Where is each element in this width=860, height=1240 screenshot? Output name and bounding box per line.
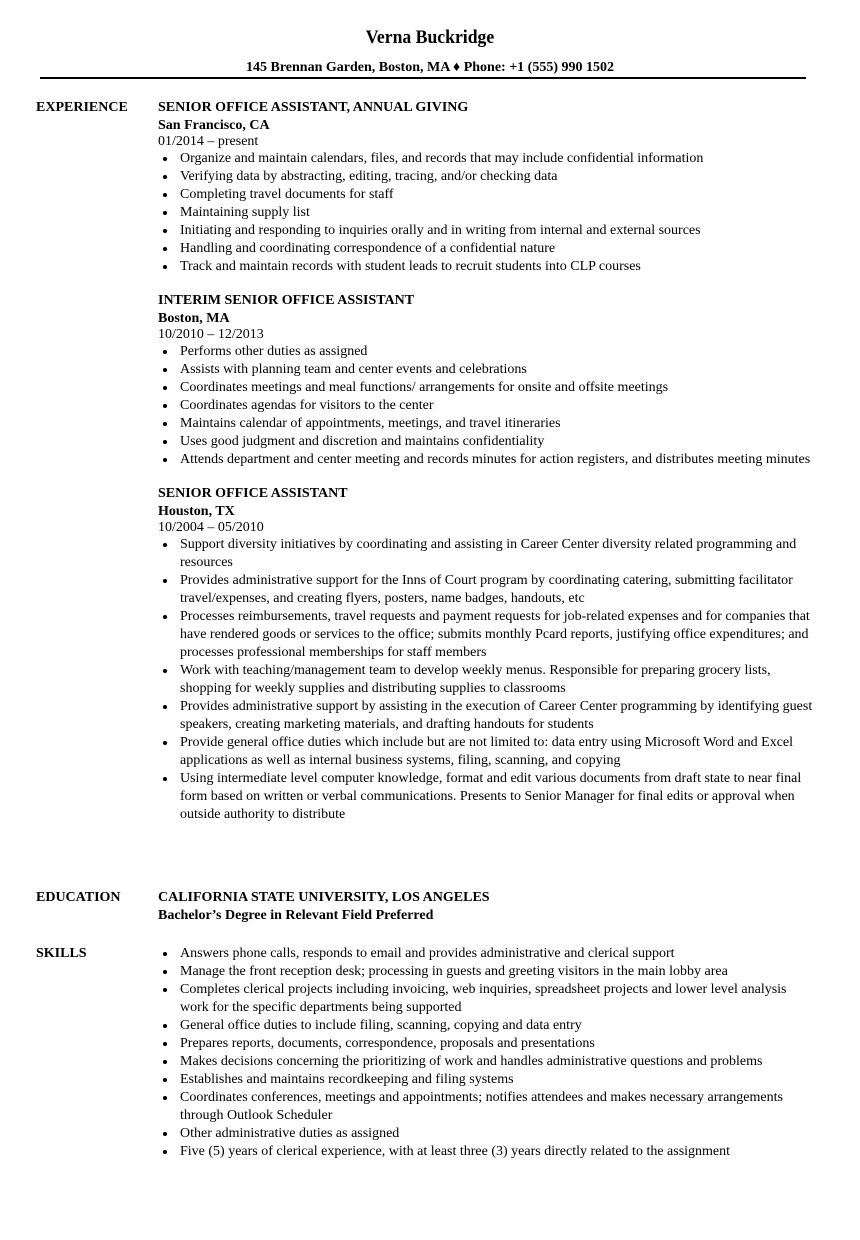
job-entry [158,99,818,276]
list-item [158,415,818,433]
list-item [158,1125,818,1143]
list-item-text: Answers phone calls, responds to email and provides administrative and clerical support [180,946,675,961]
bullet-icon [163,741,167,745]
bullet-icon [163,970,167,974]
list-item-text: Coordinates conferences, meetings and appointments; notifies attendees and makes necessary arrangements through Outlook Scheduler [180,1090,783,1123]
job-dates: 10/2004 – 05/2010 [158,520,264,535]
bullet-icon [163,952,167,956]
bullet-icon [163,705,167,709]
experience-body [158,99,818,840]
list-item [158,662,818,698]
bullet-icon [163,1024,167,1028]
bullet-icon [163,615,167,619]
bullet-icon [163,440,167,444]
skills-body [158,945,818,1161]
list-item [158,343,818,361]
bullet-icon [163,350,167,354]
bullet-icon [163,157,167,161]
list-item [158,168,818,186]
list-item-text: Support diversity initiatives by coordinating and assisting in Career Center diversity related programming and resources [180,537,797,570]
bullet-icon [163,579,167,583]
job-title: SENIOR OFFICE ASSISTANT [158,486,348,501]
section-label-experience: EXPERIENCE [36,100,128,115]
list-item-text: Work with teaching/management team to develop weekly menus. Responsible for preparing grocery lists, shopping for weekly supplies and distributing supplies to classrooms [180,663,771,696]
list-item [158,451,818,469]
job-title: INTERIM SENIOR OFFICE ASSISTANT [158,293,415,308]
bullet-icon [163,1060,167,1064]
list-item-text: Track and maintain records with student leads to recruit students into CLP courses [180,259,641,274]
list-item [158,397,818,415]
section-label-skills: SKILLS [36,946,87,961]
list-item-text: Verifying data by abstracting, editing, tracing, and/or checking data [180,169,558,184]
list-item [158,734,818,770]
list-item [158,1143,818,1161]
list-item [158,608,818,662]
job-entry [158,485,818,824]
list-item-text: Provide general office duties which include but are not limited to: data entry using Microsoft Word and Excel applications as well as internal business systems, filing, scanning, and copying [180,735,794,768]
list-item-text: Assists with planning team and center events and celebrations [180,362,527,377]
bullet-icon [163,1078,167,1082]
list-item-text: General office duties to include filing, scanning, copying and data entry [180,1018,582,1033]
list-item [158,240,818,258]
list-item [158,150,818,168]
list-item-text: Uses good judgment and discretion and maintains confidentiality [180,434,545,449]
list-item-text: Manage the front reception desk; processing in guests and greeting visitors in the main lobby area [180,964,728,979]
list-item [158,222,818,240]
list-item-text: Provides administrative support for the Inns of Court program by coordinating catering, submitting facilitator travel/expenses, and creating flyers, posters, name badges, handouts, etc [180,573,793,606]
header-divider [40,77,806,79]
list-item [158,361,818,379]
bullet-icon [163,211,167,215]
bullet-icon [163,193,167,197]
list-item [158,770,818,824]
bullet-icon [163,247,167,251]
list-item-text: Handling and coordinating correspondence of a confidential nature [180,241,556,256]
job-duties-list [158,150,818,276]
list-item-text: Initiating and responding to inquiries orally and in writing from internal and external sources [180,223,701,238]
list-item [158,981,818,1017]
job-location: San Francisco, CA [158,118,270,133]
list-item-text: Prepares reports, documents, correspondence, proposals and presentations [180,1036,595,1051]
list-item [158,1035,818,1053]
school-name: CALIFORNIA STATE UNIVERSITY, LOS ANGELES [158,890,490,905]
list-item [158,1089,818,1125]
list-item [158,945,818,963]
list-item-text: Coordinates agendas for visitors to the center [180,398,434,413]
list-item-text: Establishes and maintains recordkeeping and filing systems [180,1072,514,1087]
bullet-icon [163,368,167,372]
list-item [158,1017,818,1035]
list-item-text: Five (5) years of clerical experience, with at least three (3) years directly related to the assignment [180,1144,731,1159]
skills-list [158,945,818,1161]
list-item-text: Using intermediate level computer knowledge, format and edit various documents from draft state to near final form based on written or verbal communications. Presents to Senior Manager for final edits or approval when outside authority to distribute [180,771,802,822]
degree: Bachelor’s Degree in Relevant Field Preferred [158,908,434,923]
bullet-icon [163,265,167,269]
bullet-icon [163,988,167,992]
job-entry [158,292,818,469]
job-dates: 10/2010 – 12/2013 [158,327,264,342]
job-title: SENIOR OFFICE ASSISTANT, ANNUAL GIVING [158,100,469,115]
education-body [158,889,818,925]
list-item-text: Maintaining supply list [180,205,310,220]
list-item [158,433,818,451]
job-location: Boston, MA [158,311,230,326]
list-item [158,698,818,734]
list-item-text: Attends department and center meeting and records minutes for action registers, and distributes meeting minutes [180,452,811,467]
section-label-education: EDUCATION [36,890,121,905]
bullet-icon [163,175,167,179]
job-duties-list [158,536,818,824]
list-item [158,536,818,572]
list-item [158,186,818,204]
list-item-text: Coordinates meetings and meal functions/ arrangements for onsite and offsite meetings [180,380,669,395]
contact-line: 145 Brennan Garden, Boston, MA ♦ Phone: +1 (555) 990 1502 [246,60,614,75]
list-item [158,1071,818,1089]
list-item-text: Provides administrative support by assisting in the execution of Career Center programming by identifying guest speakers, creating marketing materials, and drafting handouts for students [180,699,813,732]
bullet-icon [163,543,167,547]
list-item [158,572,818,608]
list-item-text: Processes reimbursements, travel requests and payment requests for job-related expenses and for companies that have rendered goods or services to the office; submits monthly Pcard reports, justifying office expenditures; and processes professional memberships for staff members [180,609,810,660]
bullet-icon [163,1150,167,1154]
bullet-icon [163,386,167,390]
list-item-text: Completing travel documents for staff [180,187,394,202]
list-item-text: Organize and maintain calendars, files, and records that may include confidential information [180,151,704,166]
bullet-icon [163,458,167,462]
list-item-text: Maintains calendar of appointments, meetings, and travel itineraries [180,416,561,431]
list-item [158,379,818,397]
bullet-icon [163,229,167,233]
bullet-icon [163,1096,167,1100]
list-item [158,1053,818,1071]
list-item-text: Completes clerical projects including invoicing, web inquiries, spreadsheet projects and lower level analysis work for the specific departments being supported [180,982,787,1015]
bullet-icon [163,777,167,781]
list-item [158,258,818,276]
list-item [158,204,818,222]
list-item-text: Other administrative duties as assigned [180,1126,400,1141]
list-item-text: Performs other duties as assigned [180,344,368,359]
bullet-icon [163,404,167,408]
list-item-text: Makes decisions concerning the prioritizing of work and handles administrative questions and problems [180,1054,763,1069]
candidate-name: Verna Buckridge [365,27,495,48]
bullet-icon [163,1132,167,1136]
job-dates: 01/2014 – present [158,134,259,149]
bullet-icon [163,1042,167,1046]
bullet-icon [163,669,167,673]
list-item [158,963,818,981]
job-location: Houston, TX [158,504,235,519]
bullet-icon [163,422,167,426]
job-duties-list [158,343,818,469]
